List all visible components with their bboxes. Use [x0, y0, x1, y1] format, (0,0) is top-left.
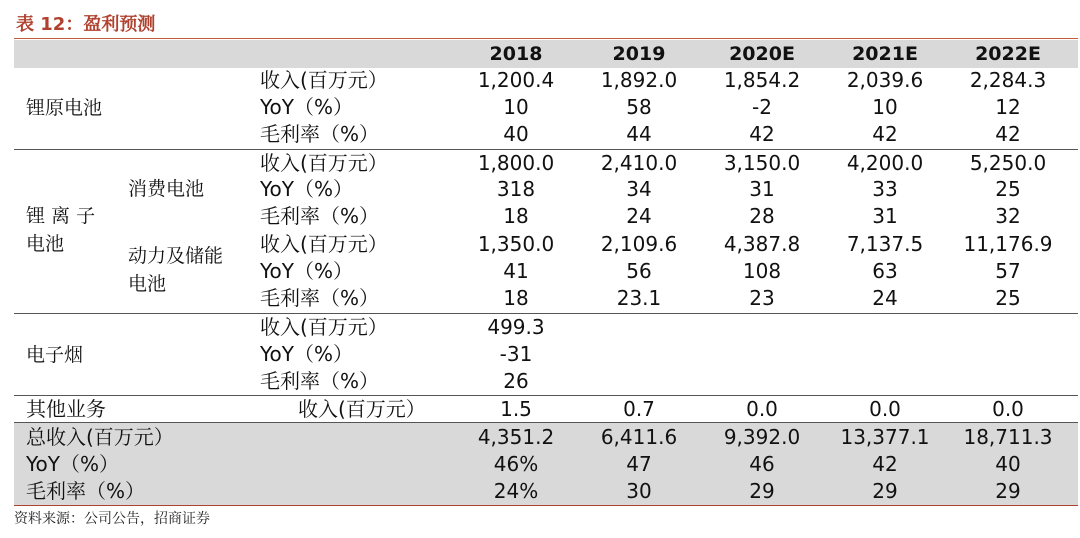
- table-title: 表 12：盈利预测: [16, 14, 156, 35]
- table-cell: 18: [503, 204, 529, 228]
- table-cell: 1,800.0: [477, 151, 555, 175]
- table-cell: 40: [995, 452, 1021, 476]
- table-cell: 42: [872, 122, 898, 146]
- table-cell: 2,410.0: [600, 151, 678, 175]
- table-cell: 29: [872, 479, 898, 503]
- table-cell: 23: [749, 286, 775, 310]
- table-cell: 7,137.5: [846, 232, 924, 256]
- table-cell: 1.5: [500, 397, 532, 421]
- metric-label: 收入(百万元）: [260, 68, 388, 92]
- table-cell: 46: [749, 452, 775, 476]
- metric-label: 收入(百万元）: [298, 397, 426, 421]
- table-cell: 42: [872, 452, 898, 476]
- table-bottom-rule: [14, 505, 1078, 506]
- table-cell: 58: [626, 95, 652, 119]
- table-cell: 12: [995, 95, 1021, 119]
- table-cell: 30: [626, 479, 652, 503]
- table-cell: 0.0: [869, 397, 901, 421]
- table-cell: 32: [995, 204, 1021, 228]
- title-divider: [14, 38, 1078, 39]
- table-cell: 33: [872, 177, 898, 201]
- table-cell: 1,350.0: [477, 232, 555, 256]
- table-cell: 0.7: [623, 397, 655, 421]
- table-cell: 11,176.9: [963, 232, 1053, 256]
- table-cell: 10: [503, 95, 529, 119]
- table-cell: 34: [626, 177, 652, 201]
- table-cell: 23.1: [616, 286, 662, 310]
- table-cell: 3,150.0: [723, 151, 801, 175]
- table-cell: 13,377.1: [840, 425, 930, 449]
- table-cell: 44: [626, 122, 652, 146]
- table-cell: 1,854.2: [723, 68, 801, 92]
- table-cell: 42: [995, 122, 1021, 146]
- table-cell: 24: [872, 286, 898, 310]
- table-cell: 31: [749, 177, 775, 201]
- table-cell: 2,039.6: [846, 68, 924, 92]
- table-cell: 24%: [493, 479, 539, 503]
- total-yoy-label: YoY（%）: [26, 452, 120, 476]
- table-header-row: [14, 40, 1078, 68]
- table-cell: 56: [626, 259, 652, 283]
- group-label-li-ion-line2: 电池: [26, 233, 65, 255]
- metric-label: 毛利率（%）: [260, 122, 380, 146]
- col-header-2019: 2019: [612, 43, 666, 65]
- table-cell: 499.3: [487, 315, 545, 339]
- table-cell: 108: [742, 259, 782, 283]
- table-cell: -31: [499, 342, 533, 366]
- metric-label: YoY（%）: [260, 342, 354, 366]
- metric-label: 收入(百万元）: [260, 232, 388, 256]
- table-cell: 29: [995, 479, 1021, 503]
- table-cell: 2,284.3: [969, 68, 1047, 92]
- table-cell: 4,200.0: [846, 151, 924, 175]
- table-cell: 2,109.6: [600, 232, 678, 256]
- table-cell: -2: [752, 95, 772, 119]
- metric-label: YoY（%）: [260, 177, 354, 201]
- col-header-2021e: 2021E: [852, 43, 918, 65]
- table-cell: 57: [995, 259, 1021, 283]
- table-cell: 0.0: [992, 397, 1024, 421]
- table-cell: 24: [626, 204, 652, 228]
- table-cell: 318: [496, 177, 536, 201]
- table-cell: 42: [749, 122, 775, 146]
- table-cell: 18,711.3: [963, 425, 1053, 449]
- group-label-other: 其他业务: [26, 397, 106, 421]
- table-cell: 47: [626, 452, 652, 476]
- table-cell: 1,892.0: [600, 68, 678, 92]
- metric-label: YoY（%）: [260, 259, 354, 283]
- total-revenue-label: 总收入(百万元）: [26, 425, 174, 449]
- col-header-2018: 2018: [489, 43, 543, 65]
- metric-label: YoY（%）: [260, 95, 354, 119]
- metric-label: 毛利率（%）: [260, 286, 380, 310]
- table-cell: 6,411.6: [600, 425, 678, 449]
- group-label-li-primary: 锂原电池: [26, 97, 103, 119]
- table-cell: 0.0: [746, 397, 778, 421]
- group-label-li-ion-line1: 锂 离 子: [26, 205, 96, 227]
- subgroup-label-power-line2: 电池: [128, 273, 167, 295]
- table-cell: 29: [749, 479, 775, 503]
- table-cell: 18: [503, 286, 529, 310]
- table-cell: 25: [995, 177, 1021, 201]
- metric-label: 收入(百万元）: [260, 315, 388, 339]
- table-cell: 10: [872, 95, 898, 119]
- subgroup-label-consumer: 消费电池: [128, 178, 205, 200]
- total-margin-label: 毛利率（%）: [26, 479, 146, 503]
- table-cell: 9,392.0: [723, 425, 801, 449]
- col-header-2020e: 2020E: [729, 43, 795, 65]
- table-cell: 40: [503, 122, 529, 146]
- table-cell: 4,351.2: [477, 425, 555, 449]
- col-header-2022e: 2022E: [975, 43, 1041, 65]
- group-label-ecig: 电子烟: [26, 344, 84, 366]
- subgroup-label-power-line1: 动力及储能: [128, 245, 224, 267]
- table-cell: 31: [872, 204, 898, 228]
- table-cell: 25: [995, 286, 1021, 310]
- source-note: 资料来源：公司公告，招商证券: [14, 511, 210, 527]
- table-cell: 28: [749, 204, 775, 228]
- metric-label: 毛利率（%）: [260, 369, 380, 393]
- table-cell: 1,200.4: [477, 68, 555, 92]
- table-cell: 46%: [493, 452, 539, 476]
- metric-label: 收入(百万元）: [260, 151, 388, 175]
- table-cell: 4,387.8: [723, 232, 801, 256]
- metric-label: 毛利率（%）: [260, 204, 380, 228]
- table-cell: 41: [503, 259, 529, 283]
- table-cell: 5,250.0: [969, 151, 1047, 175]
- table-cell: 26: [503, 369, 529, 393]
- table-cell: 63: [872, 259, 898, 283]
